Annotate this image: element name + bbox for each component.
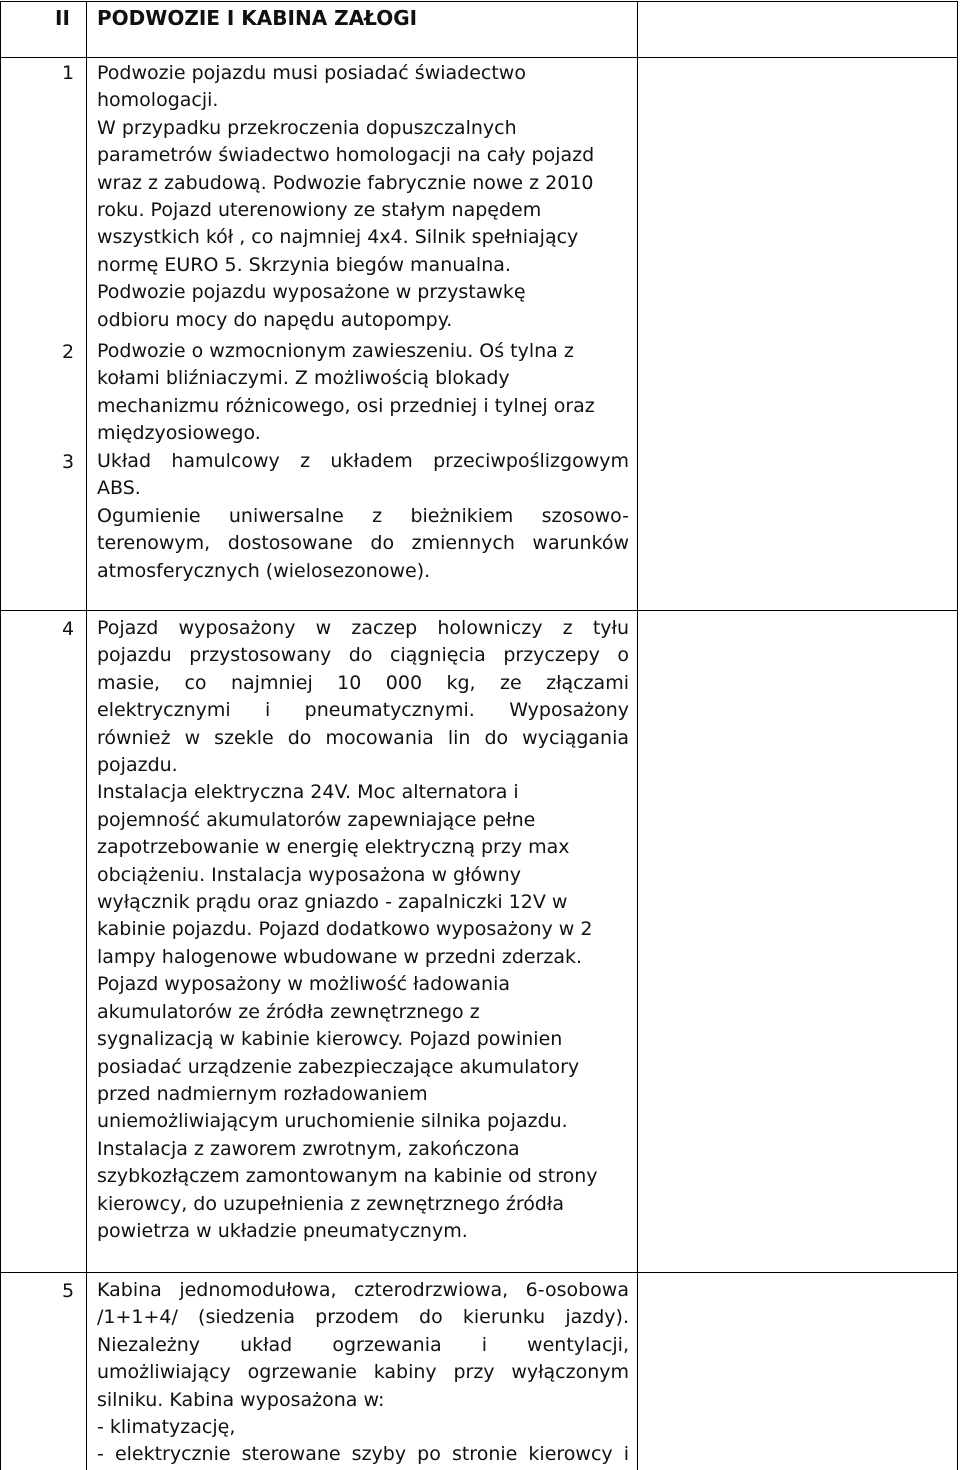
text-line: sygnalizacją w kabinie kierowcy. Pojazd powinien — [97, 1028, 563, 1051]
row-3-bottom-border — [0, 610, 958, 611]
text-line: lampy halogenowe wbudowane w przedni zderzak. — [97, 945, 583, 968]
text-line: atmosferycznych (wielosezonowe). — [97, 559, 431, 582]
table-left-border — [0, 1, 1, 1470]
content-column-divider — [637, 1, 638, 1470]
number-column-divider — [86, 1, 87, 1470]
text-line: Pojazd wyposażony w możliwość ładowania — [97, 973, 510, 996]
text-line: Pojazd wyposażony w zaczep holowniczy z tyłu — [97, 617, 629, 639]
text-line: kołami bliźniaczymi. Z możliwością blokady — [97, 367, 510, 390]
text-line: również w szekle do mocowania lin do wyciągania — [97, 726, 629, 749]
table-top-border — [0, 1, 958, 2]
text-line: - elektrycznie sterowane szyby po stronie kierowcy i — [97, 1443, 629, 1466]
text-line: elektrycznymi i pneumatycznymi. Wyposażony — [97, 699, 629, 722]
text-line: ABS. — [97, 477, 141, 500]
text-line: normę EURO 5. Skrzynia biegów manualna. — [97, 253, 511, 276]
table-right-border — [957, 1, 958, 1470]
text-line: roku. Pojazd uterenowiony ze stałym napędem — [97, 199, 542, 222]
text-line: Podwozie o wzmocnionym zawieszeniu. Oś tylna z — [97, 340, 574, 362]
text-line: kabinie pojazdu. Pojazd dodatkowo wyposażony w 2 — [97, 918, 593, 941]
text-line: wyłącznik prądu oraz gniazdo - zapalniczki 12V w — [97, 891, 568, 914]
text-line: - klimatyzację, — [97, 1416, 236, 1439]
text-line: międzyosiowego. — [97, 422, 261, 445]
text-line: Kabina jednomodułowa, czterodrzwiowa, 6-osobowa — [97, 1279, 629, 1301]
text-line: Ogumienie uniwersalne z bieżnikiem szosowo- — [97, 504, 629, 527]
text-line: homologacji. — [97, 89, 219, 112]
text-line: Instalacja z zaworem zwrotnym, zakończona — [97, 1137, 520, 1160]
text-line: silniku. Kabina wyposażona w: — [97, 1388, 385, 1411]
row-number: 1 — [62, 62, 75, 84]
text-line: mechanizmu różnicowego, osi przedniej i tylnej oraz — [97, 394, 595, 417]
text-line: przed nadmiernym rozładowaniem — [97, 1082, 428, 1105]
text-line: szybkozłączem zamontowanym na kabinie od strony — [97, 1165, 598, 1188]
text-line: akumulatorów ze źródła zewnętrznego z — [97, 1000, 480, 1023]
text-line: powietrza w układzie pneumatycznym. — [97, 1219, 468, 1242]
text-line: W przypadku przekroczenia dopuszczalnych — [97, 116, 517, 139]
row-1-text — [97, 60, 629, 334]
text-line: masie, co najmniej 10 000 kg, ze złączami — [97, 671, 629, 694]
text-line: Podwozie pojazdu wyposażone w przystawkę — [97, 281, 526, 304]
text-line: Instalacja elektryczna 24V. Moc alternatora i — [97, 781, 519, 804]
row-number: 3 — [62, 451, 75, 473]
text-line: zapotrzebowanie w energię elektryczną przy max — [97, 836, 570, 859]
row-3-text — [97, 448, 629, 585]
text-line: Podwozie pojazdu musi posiadać świadectwo — [97, 62, 526, 84]
row-2-text — [97, 338, 629, 448]
text-line: Układ hamulcowy z układem przeciwpoślizgowym — [97, 450, 629, 472]
text-line: kierowcy, do uzupełnienia z zewnętrznego źródła — [97, 1192, 564, 1215]
text-line: wszystkich kół , co najmniej 4x4. Silnik spełniający — [97, 226, 579, 249]
text-line: parametrów świadectwo homologacji na cały pojazd — [97, 144, 595, 167]
section-title: PODWOZIE I KABINA ZAŁOGI — [97, 6, 418, 30]
text-line: pojazdu. — [97, 754, 178, 777]
row-number: 2 — [62, 341, 75, 363]
row-5-text — [97, 1277, 629, 1469]
header-bottom-border — [0, 57, 958, 58]
text-line: terenowym, dostosowane do zmiennych warunków — [97, 532, 629, 555]
text-line: pojazdu przystosowany do ciągnięcia przyczepy o — [97, 644, 629, 667]
row-4-text — [97, 615, 629, 1245]
row-number: 4 — [62, 618, 75, 640]
text-line: odbioru mocy do napędu autopompy. — [97, 308, 453, 331]
text-line: wraz z zabudową. Podwozie fabrycznie nowe z 2010 — [97, 171, 594, 194]
text-line: /1+1+4/ (siedzenia przodem do kierunku jazdy). — [97, 1306, 629, 1329]
text-line: posiadać urządzenie zabezpieczające akumulatory — [97, 1055, 580, 1078]
section-number: II — [55, 6, 70, 30]
text-line: obciążeniu. Instalacja wyposażona w główny — [97, 863, 521, 886]
text-line: uniemożliwiającym uruchomienie silnika pojazdu. — [97, 1110, 568, 1133]
text-line: Niezależny układ ogrzewania i wentylacji, — [97, 1333, 629, 1356]
text-line: umożliwiający ogrzewanie kabiny przy wyłączonym — [97, 1361, 629, 1384]
text-line: pojemność akumulatorów zapewniające pełne — [97, 808, 536, 831]
row-number: 5 — [62, 1280, 75, 1302]
row-4-bottom-border — [0, 1272, 958, 1273]
